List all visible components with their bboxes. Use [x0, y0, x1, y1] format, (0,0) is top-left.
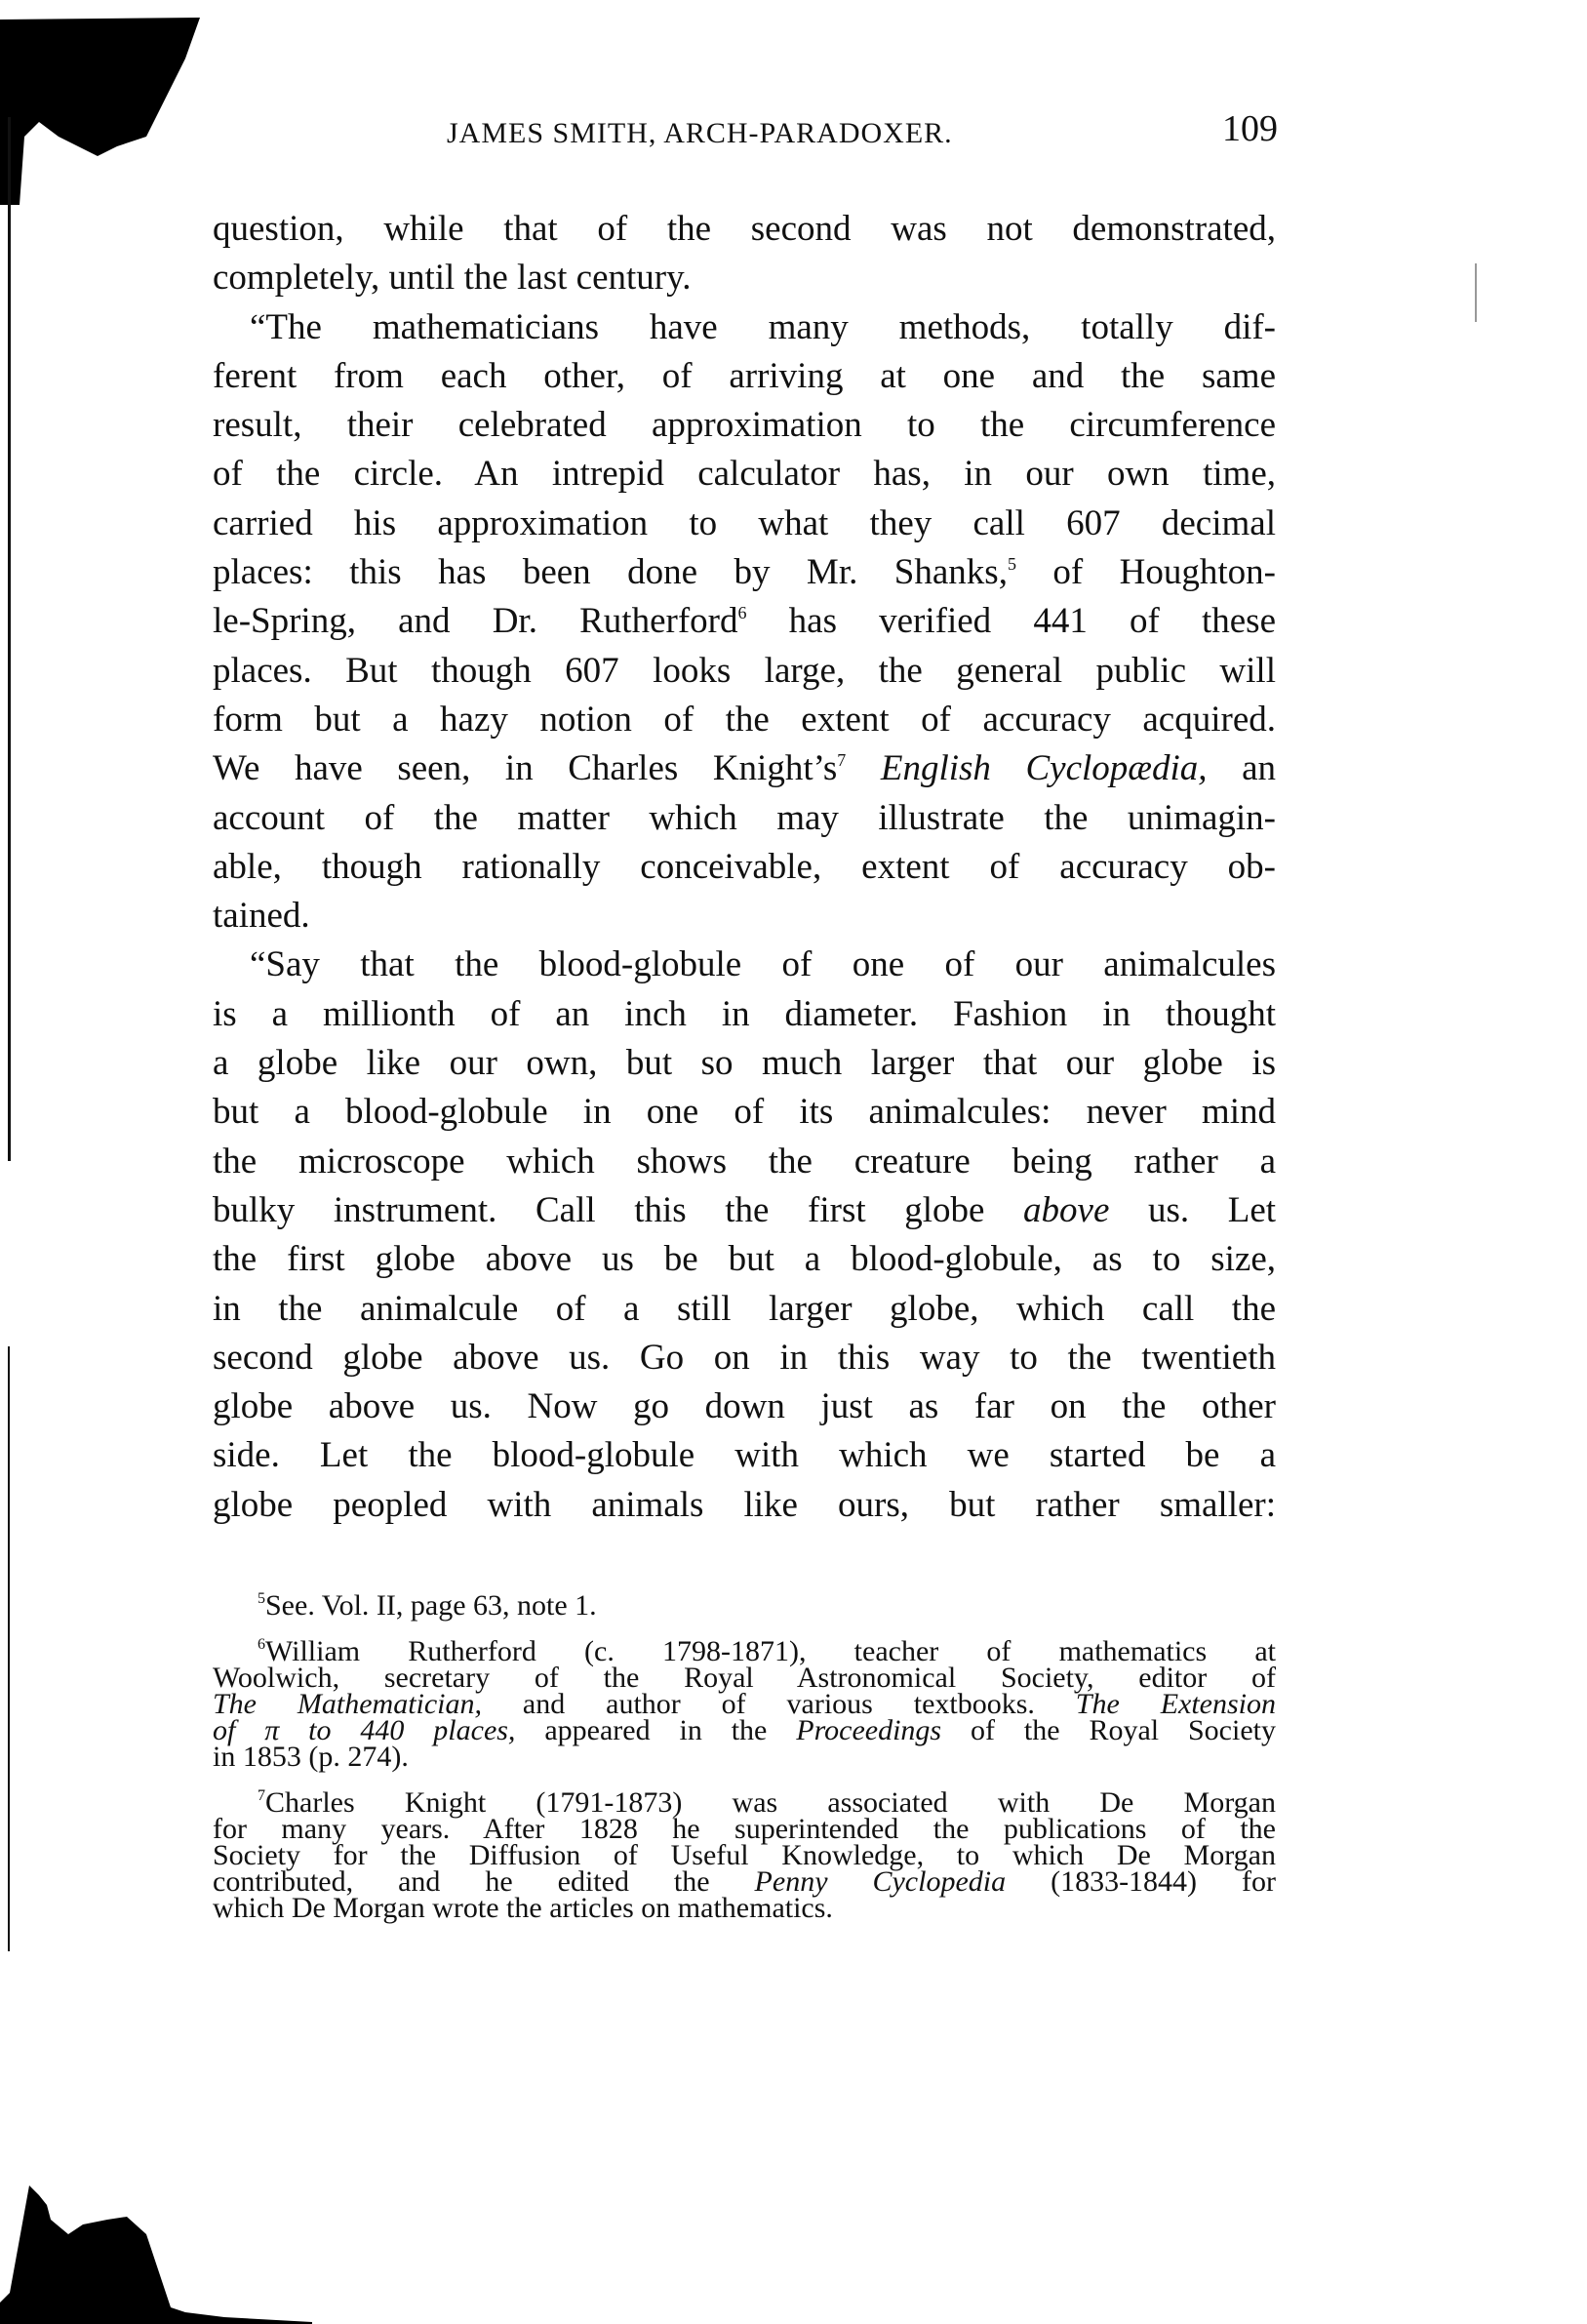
footnote-7 [213, 1786, 1276, 1924]
footnote-mark: 7 [258, 1787, 265, 1804]
page-edge-line [8, 1346, 10, 1951]
footnote-6 [213, 1635, 1276, 1773]
text-line: globe peopled with animals like ours, but rather smaller: [213, 1484, 1276, 1525]
text-line: a globe like our own, but so much larger that our globe is [213, 1043, 1276, 1084]
text-line: result, their celebrated approximation to the circumference [213, 405, 1276, 446]
footnote-text: and author of various textbooks. [482, 1688, 1035, 1720]
footnote-mark: 5 [258, 1590, 265, 1607]
text-line: account of the matter which may illustrate the unimagin- [213, 797, 1276, 838]
footnote-text: Charles Knight (1791-1873) was associated with De Morgan [265, 1786, 1276, 1819]
footnote-mark: 6 [258, 1636, 265, 1653]
text-line: globe above us. Now go down just as far on the other [213, 1386, 1276, 1427]
footnote-text: Society for the Diffusion of Useful Knowledge, to which De Morgan [213, 1839, 1276, 1871]
footnote-text: contributed, and he edited the [213, 1865, 755, 1898]
footnote-text: William Rutherford (c. 1798-1871), teacher of mathematics at [265, 1635, 1276, 1667]
page-edge-line-right [1475, 263, 1477, 322]
page-number: 109 [1222, 108, 1278, 149]
text-line: places. But though 607 looks large, the general public will [213, 650, 1276, 691]
text-line: question, while that of the second was not demonstrated, [213, 209, 1276, 249]
footnote-text: (1833-1844) for [1006, 1865, 1276, 1898]
journal-title: Proceedings [796, 1714, 942, 1746]
text-line: “Say that the blood-globule of one of our animalcules [250, 944, 1276, 985]
text-segment: of Houghton- [1052, 552, 1276, 593]
text-line [213, 744, 1276, 793]
book-title: English Cyclopædia, [880, 748, 1208, 789]
footnote-ref[interactable]: 6 [737, 603, 747, 623]
running-head: JAMES SMITH, ARCH-PARADOXER. [447, 117, 953, 149]
body-text [213, 205, 1276, 1530]
text-line: the microscope which shows the creature being rather a [213, 1141, 1276, 1182]
book-title: Penny Cyclopedia [754, 1865, 1007, 1898]
page-header [195, 107, 1278, 156]
text-segment: le-Spring, and Dr. Rutherford [213, 601, 738, 642]
text-segment: places: this has been done by Mr. Shanks, [213, 552, 1008, 593]
footnote-text: Woolwich, secretary of the Royal Astronomical Society, editor of [213, 1662, 1276, 1694]
text-line: the first globe above us be but a blood-globule, as to size, [213, 1239, 1276, 1280]
article-title: The Extension [1075, 1688, 1276, 1720]
text-line: completely, until the last century. [213, 258, 692, 299]
text-line [213, 548, 1276, 597]
text-line: able, though rationally conceivable, extent of accuracy ob- [213, 846, 1276, 887]
text-line: carried his approximation to what they call 607 decimal [213, 502, 1276, 543]
article-title: of π to 440 places, [213, 1714, 516, 1746]
emphasis: above [1023, 1189, 1110, 1230]
footnotes [213, 1589, 1276, 1941]
text-line [213, 597, 1276, 646]
text-line: in the animalcule of a still larger globe, which call the [213, 1288, 1276, 1329]
scan-shadow-bottom-left [0, 2176, 312, 2324]
footnote-text: of the Royal Society [941, 1714, 1276, 1746]
text-line: tained. [213, 896, 310, 937]
journal-title: The Mathematician, [213, 1688, 483, 1720]
text-line: but a blood-globule in one of its animalcules: never mind [213, 1092, 1276, 1133]
footnote-ref[interactable]: 5 [1007, 554, 1016, 575]
text-line [213, 1186, 1276, 1235]
text-line: side. Let the blood-globule with which we started be a [213, 1435, 1276, 1476]
text-segment: an [1242, 748, 1276, 789]
footnote-5 [213, 1589, 1276, 1622]
text-line: of the circle. An intrepid calculator has, in our own time, [213, 454, 1276, 495]
text-segment: We have seen, in Charles Knight’s [213, 748, 838, 789]
scan-shadow-top-left [0, 0, 205, 205]
text-line: second globe above us. Go on in this way to the twentieth [213, 1337, 1276, 1378]
text-line: “The mathematicians have many methods, totally dif- [250, 306, 1276, 347]
text-line: ferent from each other, of arriving at one and the same [213, 355, 1276, 396]
text-segment: us. Let [1147, 1189, 1277, 1230]
page-edge-line [8, 117, 11, 1161]
text-line: form but a hazy notion of the extent of accuracy acquired. [213, 699, 1276, 740]
footnote-text: See. Vol. II, page 63, note 1. [265, 1589, 597, 1622]
text-line: is a millionth of an inch in diameter. Fashion in thought [213, 993, 1276, 1034]
footnote-text: in 1853 (p. 274). [213, 1741, 409, 1773]
footnote-text: which De Morgan wrote the articles on mathematics. [213, 1892, 833, 1924]
text-segment: has verified 441 of these [788, 601, 1277, 642]
footnote-text: appeared in the [515, 1714, 797, 1746]
footnote-text: for many years. After 1828 he superintended the publications of the [213, 1813, 1276, 1845]
text-segment: bulky instrument. Call this the first globe [213, 1189, 985, 1230]
footnote-ref[interactable]: 7 [837, 750, 847, 771]
